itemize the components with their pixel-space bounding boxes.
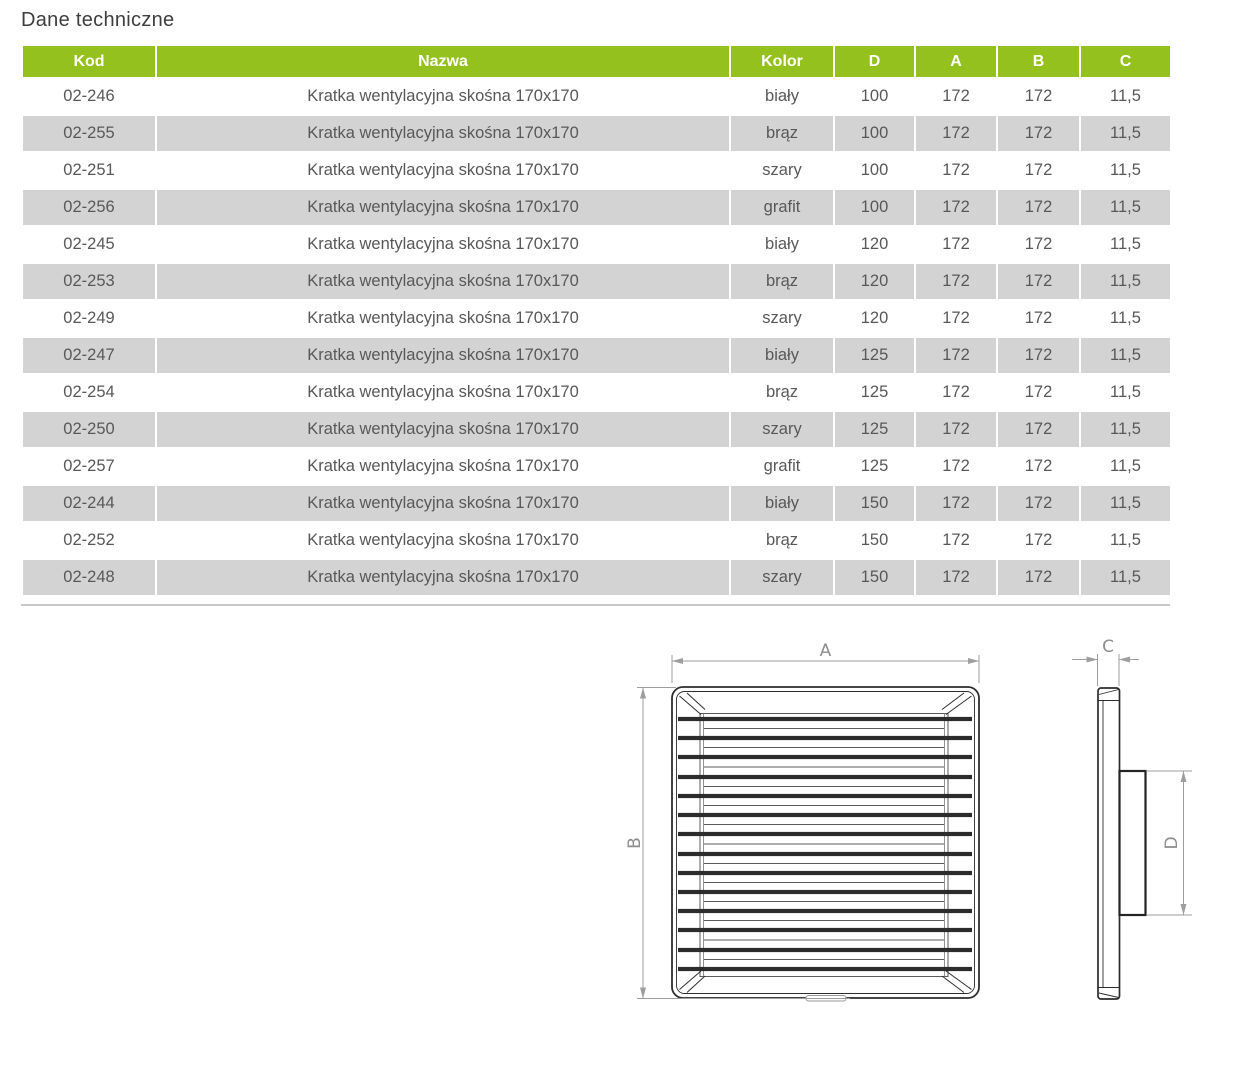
side-top-chamfer [1099,690,1119,695]
table-row [22,263,1171,300]
table-row [22,226,1171,263]
table-body [22,78,1171,596]
cell-nazwa: Kratka wentylacyjna skośna 170x170 [156,448,730,485]
dimension-c [1072,654,1139,686]
cell-kod: 02-253 [22,263,156,300]
dim-c-arrow-right [1119,657,1130,663]
dimension-d [1147,771,1192,915]
table-row [22,411,1171,448]
table-row [22,152,1171,189]
cell-a: 172 [915,263,997,300]
louver-opening-lines [704,729,944,960]
dimension-labels [625,637,1182,850]
cell-c: 11,5 [1080,152,1171,189]
dim-label-c: C [1102,637,1114,657]
cell-kolor: szary [730,300,834,337]
cell-nazwa: Kratka wentylacyjna skośna 170x170 [156,559,730,596]
cell-kod: 02-257 [22,448,156,485]
cell-kod: 02-255 [22,115,156,152]
table-row [22,115,1171,152]
table-row [22,448,1171,485]
dim-d-arrow-top [1181,771,1187,782]
grille-side-view [1098,688,1146,999]
cell-kod: 02-248 [22,559,156,596]
cell-a: 172 [915,485,997,522]
cell-kod: 02-247 [22,337,156,374]
cell-kolor: szary [730,152,834,189]
cell-b: 172 [997,189,1080,226]
cell-kolor: grafit [730,448,834,485]
cell-kod: 02-254 [22,374,156,411]
cell-d: 150 [834,485,915,522]
bottom-clip-tab [806,996,846,1002]
cell-c: 11,5 [1080,522,1171,559]
table-row [22,559,1171,596]
cell-c: 11,5 [1080,374,1171,411]
front-frame-inner [677,692,975,994]
cell-nazwa: Kratka wentylacyjna skośna 170x170 [156,300,730,337]
dimension-annotations [637,654,1192,999]
cell-d: 100 [834,78,915,115]
cell-kolor: brąz [730,263,834,300]
cell-d: 120 [834,300,915,337]
table-header-row [22,45,1171,78]
cell-b: 172 [997,115,1080,152]
dim-d-arrow-bottom [1181,904,1187,915]
table-row [22,300,1171,337]
cell-b: 172 [997,522,1080,559]
cell-c: 11,5 [1080,263,1171,300]
cell-b: 172 [997,411,1080,448]
cell-d: 100 [834,115,915,152]
cell-kod: 02-256 [22,189,156,226]
cell-nazwa: Kratka wentylacyjna skośna 170x170 [156,411,730,448]
cell-a: 172 [915,522,997,559]
side-bottom-chamfer [1099,993,1119,998]
cell-d: 125 [834,411,915,448]
cell-kod: 02-245 [22,226,156,263]
cell-b: 172 [997,300,1080,337]
cell-kolor: biały [730,485,834,522]
cell-d: 120 [834,226,915,263]
cell-d: 150 [834,559,915,596]
cell-c: 11,5 [1080,337,1171,374]
dimension-b [637,688,850,999]
header-kod: Kod [22,45,156,78]
dimension-a [672,655,979,683]
cell-b: 172 [997,448,1080,485]
cell-nazwa: Kratka wentylacyjna skośna 170x170 [156,189,730,226]
cell-nazwa: Kratka wentylacyjna skośna 170x170 [156,152,730,189]
dim-label-b: B [625,837,645,849]
cell-d: 100 [834,189,915,226]
cell-c: 11,5 [1080,226,1171,263]
cell-b: 172 [997,263,1080,300]
table-row [22,374,1171,411]
grille-front-view [672,687,979,1001]
header-b: B [997,45,1080,78]
cell-kolor: brąz [730,522,834,559]
cell-kod: 02-252 [22,522,156,559]
cell-nazwa: Kratka wentylacyjna skośna 170x170 [156,78,730,115]
cell-a: 172 [915,189,997,226]
table-row [22,522,1171,559]
cell-nazwa: Kratka wentylacyjna skośna 170x170 [156,337,730,374]
cell-kod: 02-244 [22,485,156,522]
table-row [22,189,1171,226]
cell-kod: 02-250 [22,411,156,448]
cell-kolor: biały [730,337,834,374]
dim-a-arrow-right [968,658,979,664]
cell-c: 11,5 [1080,448,1171,485]
cell-kolor: brąz [730,374,834,411]
dim-label-a: A [819,641,832,661]
cell-kolor: szary [730,411,834,448]
louver-slats [678,717,972,971]
cell-d: 150 [834,522,915,559]
header-kolor: Kolor [730,45,834,78]
cell-a: 172 [915,374,997,411]
cell-kolor: szary [730,559,834,596]
cell-d: 125 [834,337,915,374]
cell-kolor: brąz [730,115,834,152]
dim-a-arrow-left [672,658,683,664]
cell-a: 172 [915,115,997,152]
cell-b: 172 [997,337,1080,374]
cell-c: 11,5 [1080,300,1171,337]
cell-nazwa: Kratka wentylacyjna skośna 170x170 [156,374,730,411]
cell-c: 11,5 [1080,78,1171,115]
cell-kolor: biały [730,78,834,115]
cell-kolor: grafit [730,189,834,226]
cell-b: 172 [997,559,1080,596]
header-d: D [834,45,915,78]
cell-kod: 02-246 [22,78,156,115]
duct-spigot [1120,771,1146,915]
header-c: C [1080,45,1171,78]
dim-label-d: D [1162,836,1182,850]
cell-d: 125 [834,448,915,485]
cell-kod: 02-251 [22,152,156,189]
table-header [22,45,1171,78]
cell-a: 172 [915,337,997,374]
cell-a: 172 [915,559,997,596]
header-nazwa: Nazwa [156,45,730,78]
cell-d: 100 [834,152,915,189]
cell-b: 172 [997,485,1080,522]
table-bottom-border [21,604,1170,606]
cell-a: 172 [915,78,997,115]
front-frame-outer [672,687,979,998]
cell-d: 125 [834,374,915,411]
cell-nazwa: Kratka wentylacyjna skośna 170x170 [156,485,730,522]
cell-kolor: biały [730,226,834,263]
page-title: Dane techniczne [21,9,175,31]
cell-b: 172 [997,374,1080,411]
cell-kod: 02-249 [22,300,156,337]
cell-c: 11,5 [1080,115,1171,152]
cell-a: 172 [915,448,997,485]
cell-a: 172 [915,300,997,337]
cell-d: 120 [834,263,915,300]
cell-c: 11,5 [1080,559,1171,596]
table-row [22,78,1171,115]
cell-a: 172 [915,411,997,448]
table-row [22,485,1171,522]
cell-c: 11,5 [1080,485,1171,522]
cell-c: 11,5 [1080,411,1171,448]
cell-b: 172 [997,78,1080,115]
cell-nazwa: Kratka wentylacyjna skośna 170x170 [156,263,730,300]
technical-data-table [21,44,1172,597]
dim-b-arrow-top [640,688,646,699]
cell-c: 11,5 [1080,189,1171,226]
cell-b: 172 [997,226,1080,263]
cell-a: 172 [915,226,997,263]
cell-a: 172 [915,152,997,189]
cell-nazwa: Kratka wentylacyjna skośna 170x170 [156,226,730,263]
cell-nazwa: Kratka wentylacyjna skośna 170x170 [156,115,730,152]
dim-c-arrow-left [1087,657,1098,663]
side-profile-bar [1098,688,1120,999]
table-row [22,337,1171,374]
header-a: A [915,45,997,78]
cell-nazwa: Kratka wentylacyjna skośna 170x170 [156,522,730,559]
dim-b-arrow-bottom [640,988,646,999]
corner-miter-lines [680,693,972,993]
cell-b: 172 [997,152,1080,189]
front-recessed-area [700,714,948,977]
